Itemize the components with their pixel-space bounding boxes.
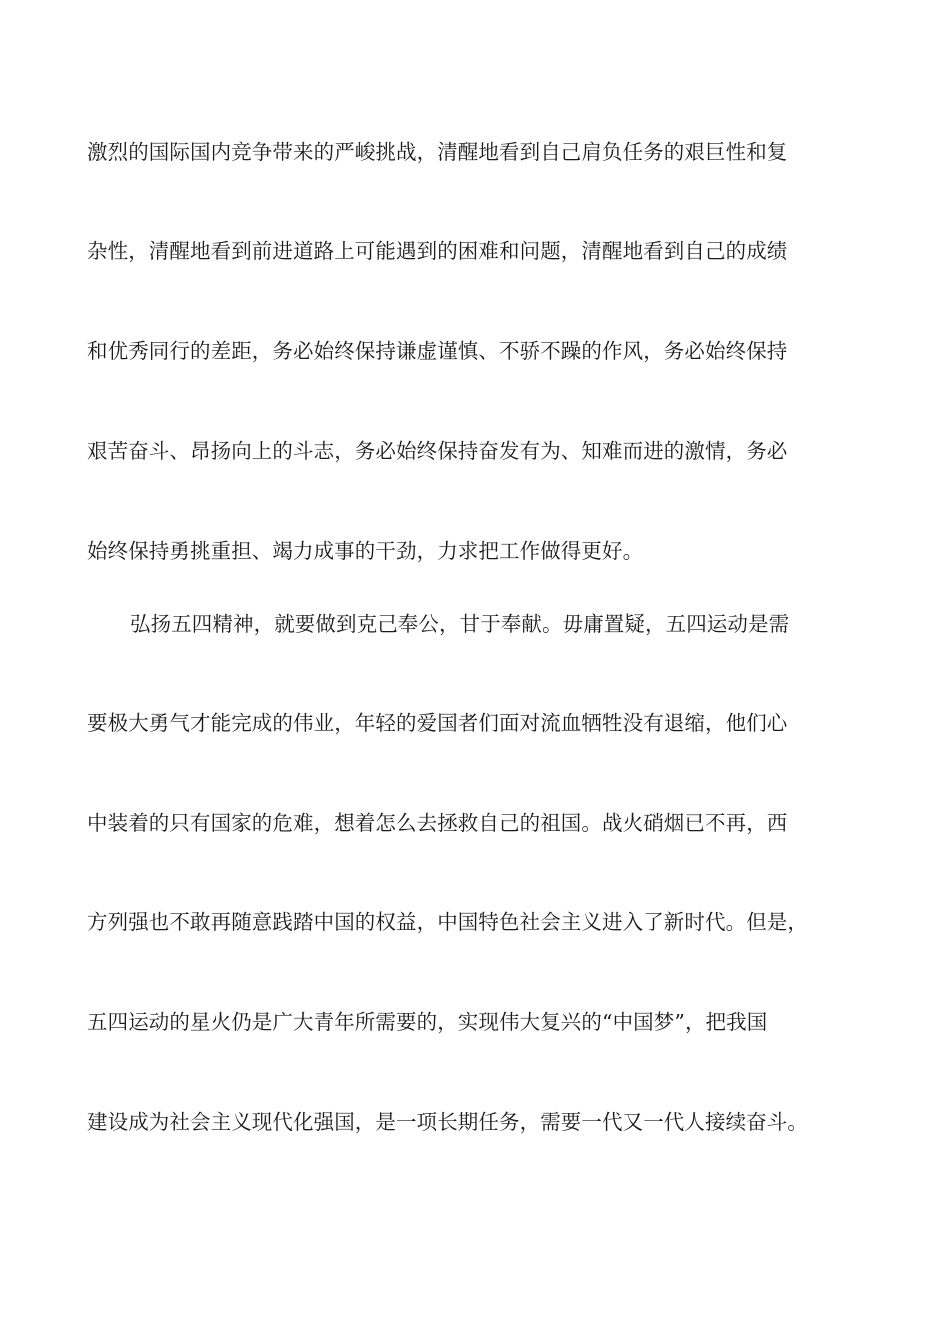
text-line: 和优秀同行的差距，务必始终保持谦虚谨慎、不骄不躁的作风，务必始终保持 [87,339,788,363]
text-line: 始终保持勇挑重担、竭力成事的干劲，力求把工作做得更好。 [87,539,644,563]
text-line: 五四运动的星火仍是广大青年所需要的，实现伟大复兴的“中国梦”，把我国 [87,1010,768,1034]
text-line: 要极大勇气才能完成的伟业，年轻的爱国者们面对流血牺牲没有退缩，他们心 [87,711,788,735]
text-line: 艰苦奋斗、昂扬向上的斗志，务必始终保持奋发有为、知难而进的激情，务必 [87,439,788,463]
text-line: 中装着的只有国家的危难，想着怎么去拯救自己的祖国。战火硝烟已不再，西 [87,811,788,835]
text-line: 建设成为社会主义现代化强国，是一项长期任务，需要一代又一代人接续奋斗。 [87,1110,808,1134]
text-line: 弘扬五四精神，就要做到克己奉公，甘于奉献。毋庸置疑，五四运动是需 [130,612,790,636]
text-line: 杂性，清醒地看到前进道路上可能遇到的困难和问题，清醒地看到自己的成绩 [87,239,788,263]
text-line: 激烈的国际国内竞争带来的严峻挑战，清醒地看到自己肩负任务的艰巨性和复 [87,140,788,164]
text-line: 方列强也不敢再随意践踏中国的权益，中国特色社会主义进入了新时代。但是， [87,910,808,934]
